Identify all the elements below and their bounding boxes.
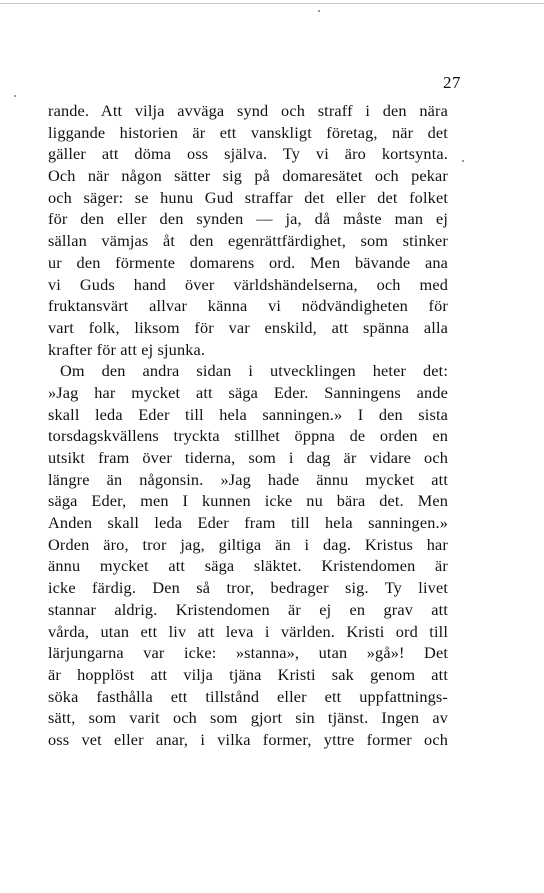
page-number: 27: [443, 73, 461, 92]
text-line: utsikt fram över tiderna, som i dag är vidare och: [48, 448, 448, 467]
text-line: fruktansvärt allvar känna vi nödvändigheten för: [48, 296, 448, 316]
text-line: icke färdig. Den så tror, bedrager sig. Ty livet: [48, 578, 448, 598]
text-line: Orden äro, tror jag, giltiga än i dag. Kristus har: [48, 534, 448, 554]
text-line: rande. Att vilja avväga synd och straff i den nära: [48, 101, 448, 120]
text-line: krafter för att ej sjunka.: [48, 339, 206, 359]
text-line: vi Guds hand över världshändelserna, och med: [48, 274, 448, 294]
text-line: Anden skall leda Eder fram till hela sanningen.»: [48, 513, 448, 533]
text-line: vårda, utan ett liv att leva i världen. Kristi ord till: [48, 621, 448, 641]
text-line: säga Eder, men I kunnen icke nu bära det. Men: [48, 491, 448, 511]
text-line: Och när någon sätter sig på domaresätet och pekar: [48, 166, 448, 186]
text-line: gäller att döma oss själva. Ty vi äro kortsynta.: [48, 144, 448, 164]
text-line: sällan vämjas åt den egenrättfärdighet, som stinker: [48, 231, 448, 251]
text-line: sätt, som varit och som gjort sin tjänst. Ingen av: [48, 708, 448, 728]
text-line: skall leda Eder till hela sanningen.» I den sista: [48, 404, 448, 424]
text-line: är hopplöst att vilja tjäna Kristi sak genom att: [48, 664, 448, 684]
text-line: vart folk, liksom för var enskild, att spänna alla: [48, 317, 448, 337]
text-line: torsdagskvällens tryckta stillhet öppna de orden en: [48, 426, 448, 446]
top-edge-rule: [0, 3, 544, 4]
text-line: Om den andra sidan i utvecklingen heter det:: [60, 361, 448, 381]
text-line: lärjungarna var icke: »stanna», utan »gå»! Det: [48, 643, 448, 663]
text-line: oss vet eller anar, i vilka former, yttre former och: [48, 729, 448, 749]
text-line: ännu mycket att säga släktet. Kristendomen är: [48, 556, 448, 576]
text-line: ur den förmente domarens ord. Men bävande ana: [48, 252, 448, 272]
paper-speck: [318, 10, 320, 12]
paper-speck: [462, 160, 464, 162]
body-text: [48, 100, 448, 751]
paper-speck: [14, 95, 16, 97]
text-line: längre än någonsin. »Jag hade ännu mycket att: [48, 469, 448, 489]
text-line: stannar aldrig. Kristendomen är ej en grav att: [48, 599, 448, 619]
text-line: liggande historien är ett vanskligt företag, när det: [48, 122, 448, 142]
text-line: för den eller den synden — ja, då måste man ej: [48, 209, 448, 229]
text-line: och säger: se hunu Gud straffar det eller det folket: [48, 187, 448, 207]
text-line: »Jag har mycket att säga Eder. Sanningens ande: [48, 382, 448, 402]
text-line: söka fasthålla ett tillstånd eller ett uppfattnings-: [48, 686, 448, 706]
